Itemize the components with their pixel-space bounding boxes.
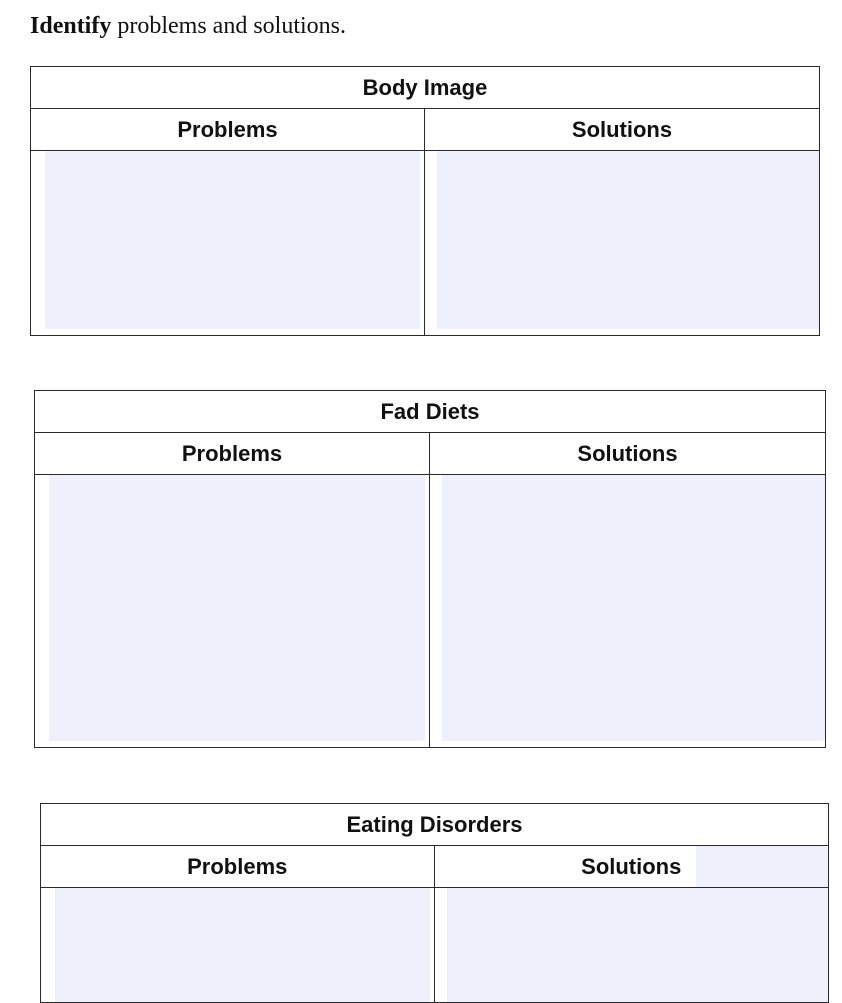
instruction-rest: problems and solutions. xyxy=(111,13,346,39)
eating-disorders-table xyxy=(40,803,829,1003)
problems-answer-area[interactable] xyxy=(41,888,435,1002)
problems-answer-area[interactable] xyxy=(31,151,425,335)
solutions-answer-area[interactable] xyxy=(430,475,825,747)
body-image-table xyxy=(30,66,820,336)
table-title: Fad Diets xyxy=(35,391,825,433)
answer-fill xyxy=(49,475,425,741)
answer-fill xyxy=(45,151,420,329)
problems-header: Problems xyxy=(41,846,435,888)
problems-header: Problems xyxy=(31,109,425,151)
instruction-bold: Identify xyxy=(30,13,112,39)
table-title: Body Image xyxy=(31,67,819,109)
answer-fill xyxy=(442,475,825,741)
fad-diets-table xyxy=(34,390,826,748)
solutions-answer-area[interactable] xyxy=(425,151,819,335)
solutions-answer-area[interactable] xyxy=(435,888,829,1002)
solutions-header xyxy=(435,846,829,888)
answer-fill xyxy=(447,888,829,1002)
answer-fill xyxy=(437,151,819,329)
answer-fill xyxy=(55,888,430,1002)
problems-header: Problems xyxy=(35,433,430,475)
solutions-header: Solutions xyxy=(425,109,819,151)
table-title: Eating Disorders xyxy=(41,804,828,846)
problems-answer-area[interactable] xyxy=(35,475,430,747)
instruction-text xyxy=(30,10,346,42)
solutions-header: Solutions xyxy=(430,433,825,475)
header-highlight xyxy=(696,846,828,887)
solutions-header-label: Solutions xyxy=(581,854,682,879)
